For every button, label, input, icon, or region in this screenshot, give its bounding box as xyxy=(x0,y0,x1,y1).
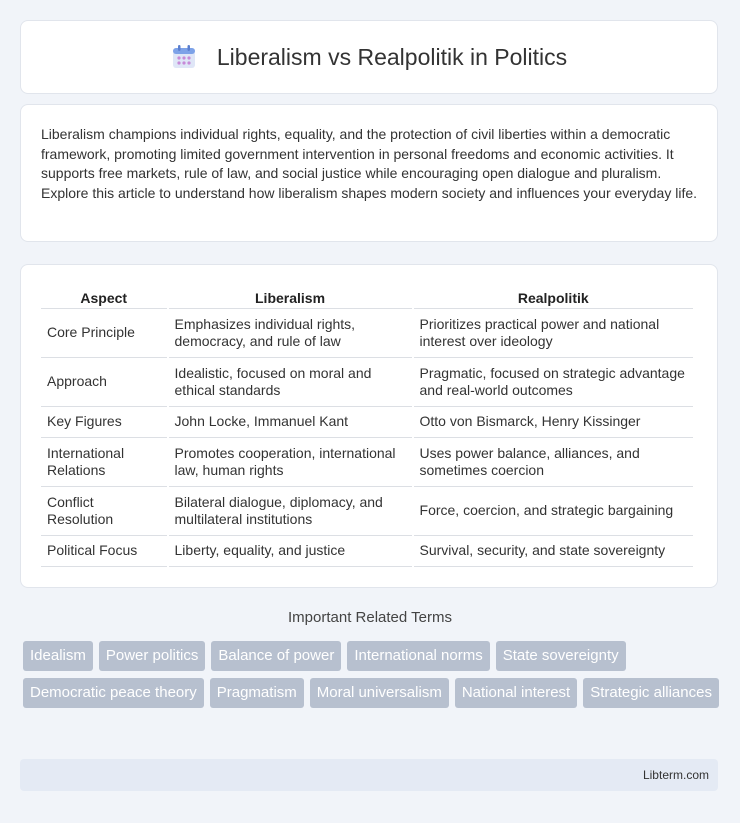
intro-card xyxy=(20,104,718,242)
title-card xyxy=(20,20,718,94)
realpolitik-cell: Pragmatic, focused on strategic advantage and real-world outcomes xyxy=(414,358,693,407)
aspect-cell: International Relations xyxy=(41,438,167,487)
table-row xyxy=(41,536,693,567)
intro-paragraph: Liberalism champions individual rights, equality, and the protection of civil liberties within a democratic framework, promoting limited government intervention in personal freedoms and economic activities. It supports free markets, rule of law, and social justice while encouraging open dialogue and pluralism. Explore this article to understand how liberalism shapes modern society and influences your everyday life. xyxy=(41,126,698,201)
column-header-realpolitik: Realpolitik xyxy=(414,285,693,309)
aspect-cell: Core Principle xyxy=(41,309,167,358)
liberalism-cell: Idealistic, focused on moral and ethical standards xyxy=(169,358,412,407)
tag-moral-universalism[interactable]: Moral universalism xyxy=(310,678,449,708)
tag-national-interest[interactable]: National interest xyxy=(455,678,577,708)
table-row xyxy=(41,487,693,536)
realpolitik-cell: Force, coercion, and strategic bargaining xyxy=(414,487,693,536)
tag-balance-of-power[interactable]: Balance of power xyxy=(211,641,341,671)
aspect-cell: Approach xyxy=(41,358,167,407)
liberalism-cell: Liberty, equality, and justice xyxy=(169,536,412,567)
footer-site-link[interactable]: Libterm.com xyxy=(642,768,709,782)
comparison-table xyxy=(39,285,695,567)
realpolitik-cell: Prioritizes practical power and national interest over ideology xyxy=(414,309,693,358)
related-terms-list xyxy=(23,641,723,708)
liberalism-cell: John Locke, Immanuel Kant xyxy=(169,407,412,438)
realpolitik-cell: Otto von Bismarck, Henry Kissinger xyxy=(414,407,693,438)
tag-democratic-peace-theory[interactable]: Democratic peace theory xyxy=(23,678,204,708)
table-row xyxy=(41,358,693,407)
column-header-aspect: Aspect xyxy=(41,285,167,309)
aspect-cell: Conflict Resolution xyxy=(41,487,167,536)
tag-state-sovereignty[interactable]: State sovereignty xyxy=(496,641,626,671)
table-row xyxy=(41,438,693,487)
column-header-liberalism: Liberalism xyxy=(169,285,412,309)
related-terms-heading: Important Related Terms xyxy=(288,609,452,626)
calendar-icon xyxy=(171,44,197,70)
comparison-card xyxy=(20,264,718,588)
page-title: Liberalism vs Realpolitik in Politics xyxy=(216,43,568,70)
tag-power-politics[interactable]: Power politics xyxy=(99,641,206,671)
table-row xyxy=(41,407,693,438)
liberalism-cell: Promotes cooperation, international law, human rights xyxy=(169,438,412,487)
realpolitik-cell: Survival, security, and state sovereignty xyxy=(414,536,693,567)
aspect-cell: Key Figures xyxy=(41,407,167,438)
realpolitik-cell: Uses power balance, alliances, and sometimes coercion xyxy=(414,438,693,487)
tag-pragmatism[interactable]: Pragmatism xyxy=(210,678,304,708)
tag-strategic-alliances[interactable]: Strategic alliances xyxy=(583,678,719,708)
tag-idealism[interactable]: Idealism xyxy=(23,641,93,671)
tag-international-norms[interactable]: International norms xyxy=(347,641,489,671)
table-header-row xyxy=(41,285,693,309)
table-row xyxy=(41,309,693,358)
liberalism-cell: Bilateral dialogue, diplomacy, and multilateral institutions xyxy=(169,487,412,536)
footer xyxy=(20,759,718,791)
liberalism-cell: Emphasizes individual rights, democracy, and rule of law xyxy=(169,309,412,358)
aspect-cell: Political Focus xyxy=(41,536,167,567)
